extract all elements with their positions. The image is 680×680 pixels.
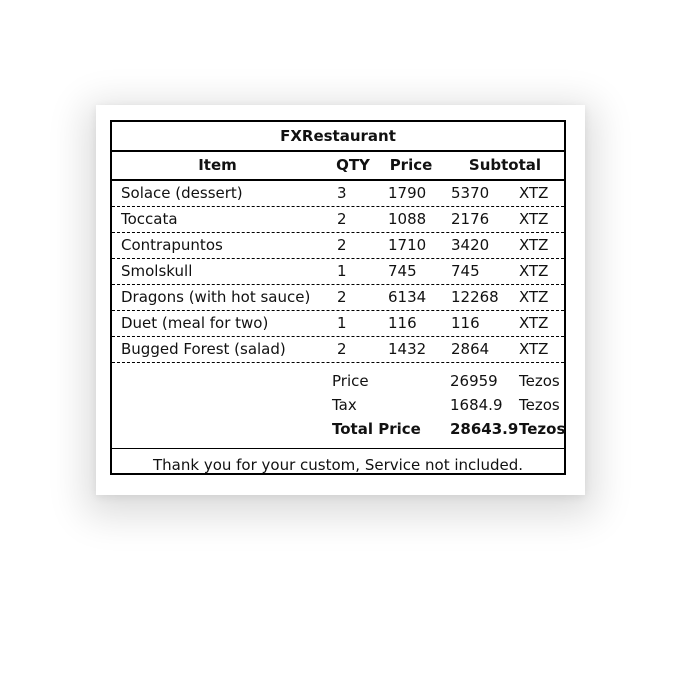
item-list — [112, 181, 564, 363]
item-price: 1088 — [388, 210, 427, 228]
item-currency: XTZ — [519, 184, 549, 202]
item-price: 1710 — [388, 236, 427, 254]
total-currency: Tezos — [519, 420, 566, 438]
item-name: Solace (dessert) — [121, 184, 243, 202]
item-price: 745 — [388, 262, 417, 280]
item-qty: 1 — [337, 262, 347, 280]
table-row — [112, 259, 564, 285]
item-qty: 2 — [337, 236, 347, 254]
tax-label: Tax — [332, 396, 357, 414]
tax-currency: Tezos — [519, 396, 560, 414]
item-subtotal: 116 — [451, 314, 480, 332]
table-row — [112, 207, 564, 233]
item-subtotal: 2864 — [451, 340, 490, 358]
total-row — [112, 417, 564, 441]
item-name: Toccata — [121, 210, 178, 228]
item-currency: XTZ — [519, 314, 549, 332]
item-qty: 2 — [337, 210, 347, 228]
item-currency: XTZ — [519, 288, 549, 306]
item-name: Contrapuntos — [121, 236, 223, 254]
table-row — [112, 337, 564, 363]
item-subtotal: 5370 — [451, 184, 490, 202]
table-row — [112, 233, 564, 259]
header-price: Price — [389, 156, 433, 174]
item-name: Duet (meal for two) — [121, 314, 269, 332]
receipt — [110, 120, 566, 475]
footer-note: Thank you for your custom, Service not included. — [153, 456, 523, 474]
header-qty: QTY — [336, 156, 370, 174]
total-value: 28643.9 — [450, 420, 519, 438]
item-subtotal: 12268 — [451, 288, 499, 306]
totals-section — [112, 363, 564, 449]
table-row — [112, 285, 564, 311]
item-name: Dragons (with hot sauce) — [121, 288, 311, 306]
item-name: Bugged Forest (salad) — [121, 340, 286, 358]
price-label: Price — [332, 372, 369, 390]
item-name: Smolskull — [121, 262, 193, 280]
header-item: Item — [198, 156, 237, 174]
item-qty: 1 — [337, 314, 347, 332]
restaurant-title: FXRestaurant — [112, 122, 564, 152]
price-row — [112, 369, 564, 393]
item-price: 116 — [388, 314, 417, 332]
tax-row — [112, 393, 564, 417]
item-qty: 2 — [337, 288, 347, 306]
item-currency: XTZ — [519, 340, 549, 358]
tax-value: 1684.9 — [450, 396, 503, 414]
item-price: 1432 — [388, 340, 427, 358]
item-price: 1790 — [388, 184, 427, 202]
item-subtotal: 745 — [451, 262, 480, 280]
header-subtotal: Subtotal — [468, 156, 542, 174]
table-row — [112, 311, 564, 337]
price-currency: Tezos — [519, 372, 560, 390]
price-value: 26959 — [450, 372, 498, 390]
item-subtotal: 3420 — [451, 236, 490, 254]
item-currency: XTZ — [519, 236, 549, 254]
item-currency: XTZ — [519, 210, 549, 228]
table-row — [112, 181, 564, 207]
total-label: Total Price — [332, 420, 421, 438]
receipt-paper — [96, 105, 585, 495]
item-qty: 2 — [337, 340, 347, 358]
item-currency: XTZ — [519, 262, 549, 280]
table-header — [112, 152, 564, 181]
item-subtotal: 2176 — [451, 210, 490, 228]
item-qty: 3 — [337, 184, 347, 202]
item-price: 6134 — [388, 288, 427, 306]
